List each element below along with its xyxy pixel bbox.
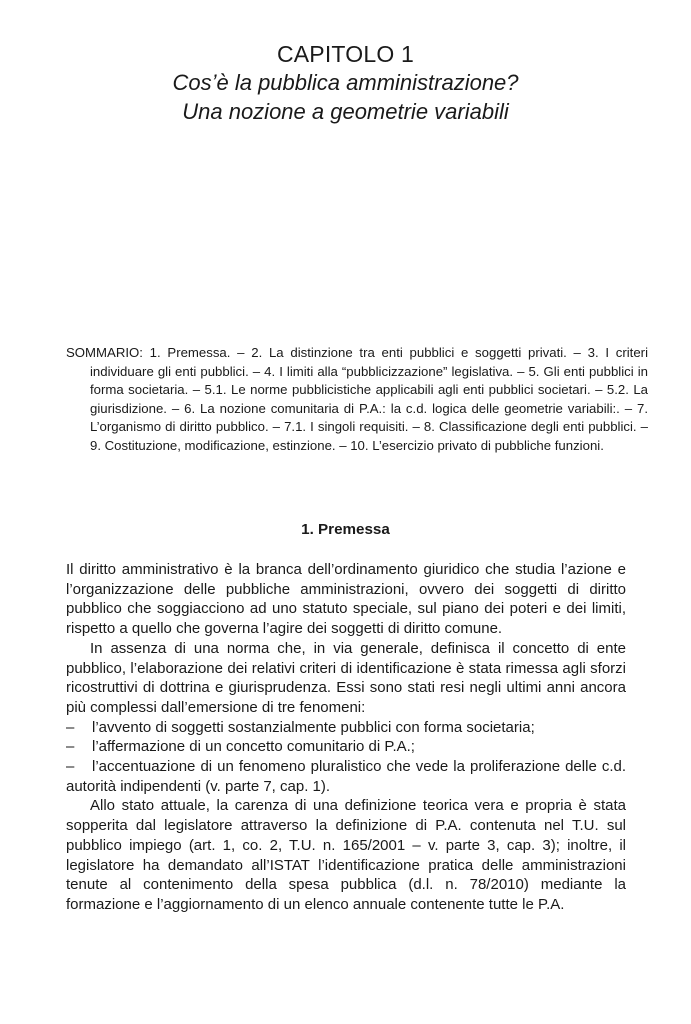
chapter-title-line-1: Cos’è la pubblica amministrazione? [172,70,519,95]
chapter-header [0,40,691,126]
body-paragraph-3: Allo stato attuale, la carenza di una definizione teorica vera e propria è stata sopperita dal legislatore attraverso la definizione di P.A. contenuta nel T.U. sul pubblico impiego (art. 1, co. 2, T.U. n. 165/2001 – v. parte 3, cap. 3); inoltre, il legislatore ha demandato all’ISTAT l’identificazione pratica delle amministrazioni tenute al contenimento della spesa pubblica (d.l. n. 78/2010) mediante la formazione e l’aggiornamento di un elenco annuale contenente tutte le P.A. [66,797,626,913]
list-item [66,757,626,796]
dash-bullet: – [66,738,75,756]
chapter-number: CAPITOLO 1 [276,41,415,67]
list-item-text: l’affermazione di un concetto comunitario di P.A.; [92,738,415,756]
list-item [66,737,626,757]
list-item [66,718,626,738]
dash-bullet: – [66,718,75,736]
list-item-text: l’accentuazione di un fenomeno pluralistico che vede la proliferazione delle c.d. autorità indipendenti (v. parte 7, cap. 1). [66,758,626,795]
body-paragraph-1: Il diritto amministrativo è la branca dell’ordinamento giuridico che studia l’azione e l’organizzazione delle pubbliche amministrazioni, ovvero dei soggetti di diritto pubblico che soggiacciono ad uno statuto speciale, sul piano dei poteri e dei limiti, rispetto a quello che governa l’agire dei soggetti di diritto comune. [66,561,626,638]
section-heading: 1. Premessa [301,521,390,538]
list-item-text: l’avvento di soggetti sostanzialmente pubblici con forma societaria; [92,718,535,736]
dash-bullet: – [66,758,75,776]
body-paragraph-2: In assenza di una norma che, in via generale, definisca il concetto di ente pubblico, l’elaborazione dei relativi criteri di identificazione è stata rimessa agli sforzi ricostruttivi di dottrina e giurisprudenza. Essi sono stati resi negli ultimi anni ancora più complessi dall’emersione di tre fenomeni: [66,639,626,716]
section-body [66,560,626,915]
chapter-title-line-2: Una nozione a geometrie variabili [182,99,509,124]
chapter-summary: SOMMARIO: 1. Premessa. – 2. La distinzione tra enti pubblici e soggetti privati. – 3. I criteri individuare gli enti pubblici. – 4. I limiti alla “pubblicizzazione” legislativa. – 5. Gli enti pubblici in forma societaria. – 5.1. Le norme pubblicistiche applicabili agli enti pubblici societari. – 5.2. La giurisdizione. – 6. La nozione comunitaria di P.A.: la c.d. logica delle geometrie variabili:. – 7. L’organismo di diritto pubblico. – 7.1. I singoli requisiti. – 8. Classificazione degli enti pubblici. – 9. Costituzione, modificazione, estinzione. – 10. L’esercizio privato di pubbliche funzioni. [66,345,648,453]
